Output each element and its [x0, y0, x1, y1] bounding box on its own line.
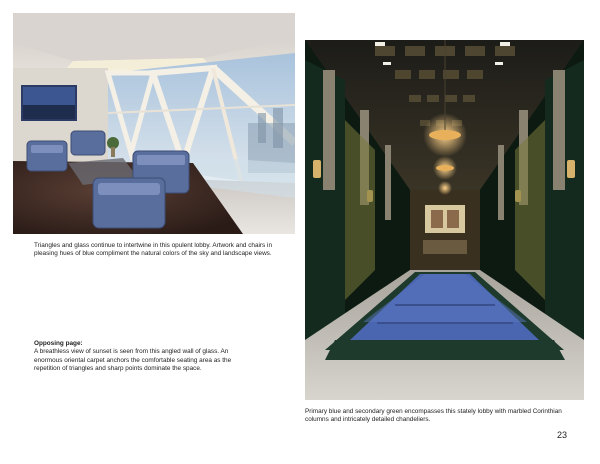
caption-opposing-text: A breathless view of sunset is seen from this angled wall of glass. An enormous oriental carpet anchors the comfortable seating area as the repetition of triangles and sharp points dominate the space. [34, 348, 232, 373]
caption-opposing-page [34, 340, 244, 374]
lobby-photo-illustration [13, 13, 295, 234]
caption-corridor-lobby: Primary blue and secondary green encompasses this stately lobby with marbled Corinthian columns and intricately detailed chandeliers. [305, 408, 562, 424]
lobby-photo-corridor [305, 40, 584, 400]
caption-opposing-heading: Opposing page: [34, 340, 83, 347]
lobby-photo-glass-wall [13, 13, 295, 234]
caption-glass-lobby: Triangles and glass continue to intertwine in this opulent lobby. Artwork and chairs in pleasing hues of blue compliment the natural colors of the sky and landscape views. [34, 242, 273, 258]
page-number: 23 [556, 430, 567, 440]
corridor-photo-illustration [305, 40, 584, 400]
